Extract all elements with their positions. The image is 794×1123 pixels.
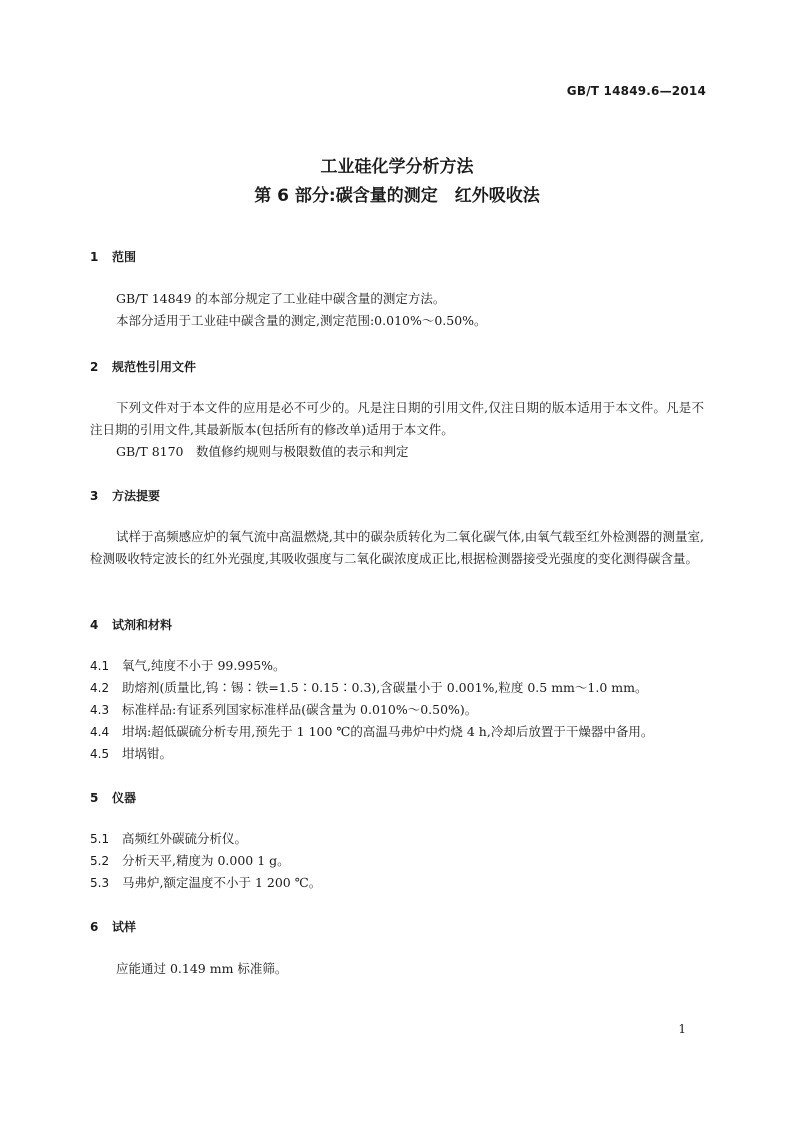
section-title: 规范性引用文件 xyxy=(112,360,197,374)
list-item: 4.2 助熔剂(质量比,钨∶锡∶铁=1.5∶0.15∶0.3),含碳量小于 0.001%,粒度 0.5 mm～1.0 mm。 xyxy=(90,680,648,695)
document-subtitle: 第 6 部分:碳含量的测定 红外吸收法 xyxy=(254,186,540,206)
section-title: 范围 xyxy=(112,250,137,264)
list-item: 4.4 坩埚:超低碳硫分析专用,预先于 1 100 ℃的高温马弗炉中灼烧 4 h,冷却后放置于干燥器中备用。 xyxy=(90,724,654,739)
section-heading-sample xyxy=(90,918,136,935)
list-item: 4.3 标准样品:有证系列国家标准样品(碳含量为 0.010%～0.50%)。 xyxy=(90,702,478,717)
list-item: 4.5 坩埚钳。 xyxy=(90,746,173,761)
section-heading-reagents xyxy=(90,616,172,633)
section-heading-apparatus xyxy=(90,789,136,806)
section-title: 方法提要 xyxy=(112,489,161,503)
list-item: 5.2 分析天平,精度为 0.000 1 g。 xyxy=(90,853,290,868)
paragraph: 应能通过 0.149 mm 标准筛。 xyxy=(116,961,288,976)
section-number: 4 xyxy=(90,618,99,632)
section-heading-normative-references xyxy=(90,358,196,375)
section-number: 5 xyxy=(90,791,99,805)
list-item: 5.1 高频红外碳硫分析仪。 xyxy=(90,831,248,846)
section-heading-scope xyxy=(90,248,136,265)
paragraph: 下列文件对于本文件的应用是必不可少的。凡是注日期的引用文件,仅注日期的版本适用于本文件。凡是不注日期的引用文件,其最新版本(包括所有的修改单)适用于本文件。 xyxy=(90,400,704,437)
section-title: 试剂和材料 xyxy=(112,618,173,632)
page-number: 1 xyxy=(678,1022,686,1036)
section-number: 6 xyxy=(90,920,99,934)
section-title: 仪器 xyxy=(112,791,137,805)
paragraph: 试样于高频感应炉的氧气流中高温燃烧,其中的碳杂质转化为二氧化碳气体,由氧气载至红外检测器的测量室,检测吸收特定波长的红外光强度,其吸收强度与二氧化碳浓度成正比,根据检测器接受光强度的变化测得碳含量。 xyxy=(90,529,704,566)
paragraph: GB/T 14849 的本部分规定了工业硅中碳含量的测定方法。 xyxy=(116,291,446,306)
section-number: 1 xyxy=(90,250,99,264)
paragraph: 本部分适用于工业硅中碳含量的测定,测定范围:0.010%～0.50%。 xyxy=(116,313,487,328)
section-number: 2 xyxy=(90,360,99,374)
section-number: 3 xyxy=(90,489,99,503)
standard-code: GB/T 14849.6—2014 xyxy=(566,84,706,98)
list-item: 5.3 马弗炉,额定温度不小于 1 200 ℃。 xyxy=(90,875,322,890)
document-title: 工业硅化学分析方法 xyxy=(320,157,474,177)
section-title: 试样 xyxy=(112,920,137,934)
reference-item: GB/T 8170 数值修约规则与极限数值的表示和判定 xyxy=(116,444,409,459)
list-item: 4.1 氧气,纯度不小于 99.995%。 xyxy=(90,658,286,673)
section-heading-principle xyxy=(90,487,160,504)
